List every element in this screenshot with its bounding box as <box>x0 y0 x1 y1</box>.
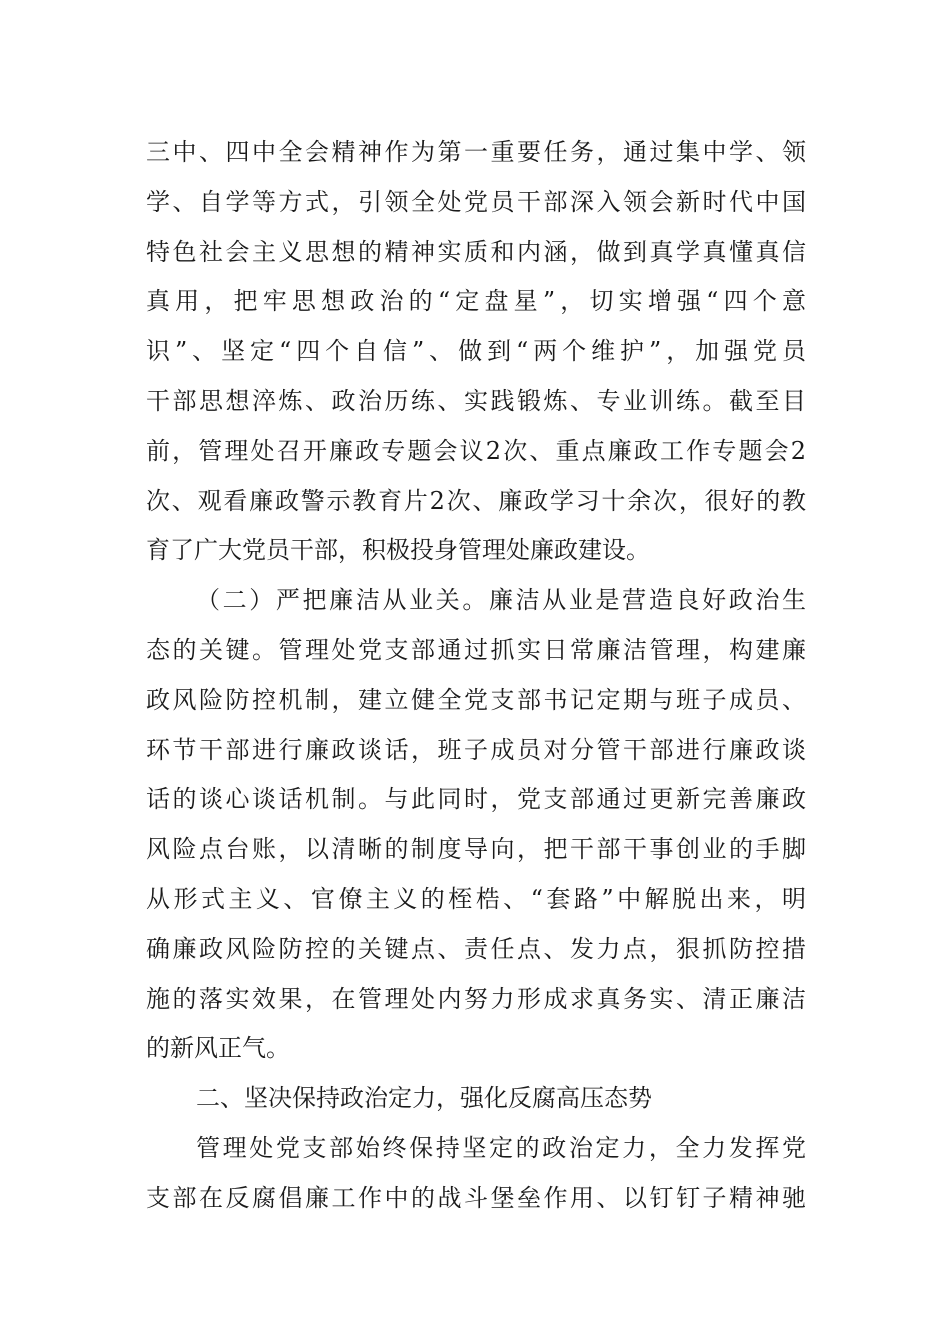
text-line: 前，管理处召开廉政专题会议2次、重点廉政工作专题会2 <box>146 436 806 465</box>
text-line: 施的落实效果，在管理处内努力形成求真务实、清正廉洁 <box>146 984 806 1013</box>
text-line: 环节干部进行廉政谈话，班子成员对分管干部进行廉政谈 <box>146 735 806 764</box>
text-line: 态的关键。管理处党支部通过抓实日常廉洁管理，构建廉 <box>146 635 806 664</box>
body-text <box>146 128 806 1224</box>
text-line: 管理处党支部始终保持坚定的政治定力，全力发挥党 <box>196 1133 806 1162</box>
text-line: 从形式主义、官僚主义的桎梏、“套路”中解脱出来，明 <box>146 884 806 913</box>
text-line: 识”、坚定“四个自信”、做到“两个维护”，加强党员 <box>146 337 806 366</box>
text-line: 风险点台账，以清晰的制度导向，把干部干事创业的手脚 <box>146 835 806 864</box>
text-line: 次、观看廉政警示教育片2次、廉政学习十余次，很好的教 <box>146 486 806 515</box>
text-line: 真用，把牢思想政治的“定盘星”，切实增强“四个意 <box>146 287 806 316</box>
text-line: 干部思想淬炼、政治历练、实践锻炼、专业训练。截至目 <box>146 386 806 415</box>
text-line: 话的谈心谈话机制。与此同时，党支部通过更新完善廉政 <box>146 785 806 814</box>
text-line: 三中、四中全会精神作为第一重要任务，通过集中学、领 <box>146 138 806 166</box>
text-line: 支部在反腐倡廉工作中的战斗堡垒作用、以钉钉子精神驰 <box>146 1183 806 1212</box>
text-line: 学、自学等方式，引领全处党员干部深入领会新时代中国 <box>146 187 806 216</box>
text-line: 的新风正气。 <box>146 1034 290 1063</box>
section-heading: 二、坚决保持政治定力，强化反腐高压态势 <box>196 1084 652 1113</box>
section-heading: （二）严把廉洁从业关。廉洁从业是营造良好政治生 <box>196 586 806 615</box>
text-line: 政风险防控机制，建立健全党支部书记定期与班子成员、 <box>146 685 806 714</box>
text-line: 确廉政风险防控的关键点、责任点、发力点，狠抓防控措 <box>146 934 806 963</box>
text-line: 特色社会主义思想的精神实质和内涵，做到真学真懂真信 <box>146 237 806 266</box>
text-line: 育了广大党员干部，积极投身管理处廉政建设。 <box>146 536 650 565</box>
